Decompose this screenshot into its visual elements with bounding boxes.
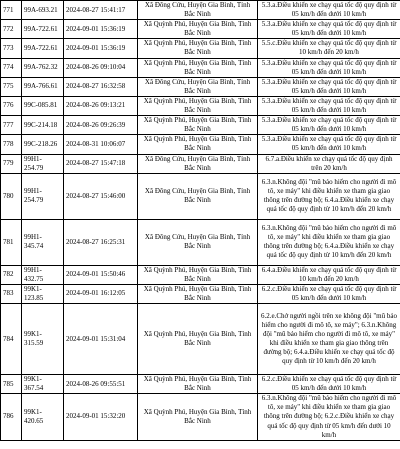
violation-description: 5.3.a.Điều khiển xe chạy quá tốc độ quy định từ 05 km/h đến dưới 10 km/h <box>258 20 400 39</box>
table-row <box>1 219 400 265</box>
row-number: 783 <box>1 284 22 303</box>
table-row <box>1 284 400 303</box>
violation-time: 2024-08-26 09:26:39 <box>64 116 138 135</box>
license-plate: 99K1-315.59 <box>22 304 64 375</box>
violation-location: Xã Đông Cứu, Huyện Gia Bình, Tỉnh Bắc Ninh <box>138 154 258 173</box>
license-plate: 99A-693.21 <box>22 1 64 20</box>
row-number: 772 <box>1 20 22 39</box>
violation-location: Xã Quỳnh Phú, Huyện Gia Bình, Tỉnh Bắc Ninh <box>138 394 258 440</box>
table-row <box>1 173 400 219</box>
violation-time: 2024-09-01 15:32:20 <box>64 394 138 440</box>
violation-description: 5.3.a.Điều khiển xe chạy quá tốc độ quy định từ 05 km/h đến dưới 10 km/h <box>258 135 400 154</box>
violation-location: Xã Quỳnh Phú, Huyện Gia Bình, Tỉnh Bắc Ninh <box>138 135 258 154</box>
license-plate: 99C-218.26 <box>22 135 64 154</box>
violation-time: 2024-08-26 09:13:21 <box>64 96 138 115</box>
violation-description: 6.3.n.Không đội "mũ bảo hiểm cho người đi mô tô, xe máy" khi điều khiển xe tham gia giao thông trên đường bộ; 6.4.a.Điều khiển xe chạy quá tốc độ quy định từ 10 km/h đến 20 km/h <box>258 173 400 219</box>
violation-description: 6.7.a.Điều khiển xe chạy quá tốc độ quy định trên 20 km/h <box>258 154 400 173</box>
violation-location: Xã Đông Cứu, Huyện Gia Bình, Tỉnh Bắc Ninh <box>138 77 258 96</box>
violation-description: 5.3.a.Điều khiển xe chạy quá tốc độ quy định từ 05 km/h đến dưới 10 km/h <box>258 116 400 135</box>
violation-location: Xã Quỳnh Phú, Huyện Gia Bình, Tỉnh Bắc Ninh <box>138 58 258 77</box>
violation-location: Xã Quỳnh Phú, Huyện Gia Bình, Tỉnh Bắc Ninh <box>138 96 258 115</box>
license-plate: 99K1-367.54 <box>22 375 64 394</box>
row-number: 773 <box>1 39 22 58</box>
violation-time: 2024-08-27 15:41:17 <box>64 1 138 20</box>
violation-time: 2024-09-01 15:31:04 <box>64 304 138 375</box>
row-number: 775 <box>1 77 22 96</box>
license-plate: 99H1-345.74 <box>22 219 64 265</box>
license-plate: 99C-085.81 <box>22 96 64 115</box>
violation-description: 6.2.e.Chở người ngồi trên xe không đội "mũ bảo hiểm cho người đi mô tô, xe máy"; 6.3.n.Không đội "mũ bảo hiểm cho người đi mô tô, xe máy" khi điều khiển xe tham gia giao thông trên đường bộ; 6.4.a.Điều khiển xe chạy quá tốc độ quy định từ 10 km/h đến 20 km/h <box>258 304 400 375</box>
table-row <box>1 304 400 375</box>
violation-location: Xã Đông Cứu, Huyện Gia Bình, Tỉnh Bắc Ninh <box>138 219 258 265</box>
violation-time: 2024-09-01 16:12:05 <box>64 284 138 303</box>
violation-time: 2024-08-26 09:10:04 <box>64 58 138 77</box>
violation-location: Xã Quỳnh Phú, Huyện Gia Bình, Tỉnh Bắc Ninh <box>138 265 258 284</box>
license-plate: 99K1-420.65 <box>22 394 64 440</box>
violation-location: Xã Đông Cứu, Huyện Gia Bình, Tỉnh Bắc Ninh <box>138 1 258 20</box>
table-row <box>1 58 400 77</box>
license-plate: 99H1-432.75 <box>22 265 64 284</box>
table-row <box>1 1 400 20</box>
table-row <box>1 154 400 173</box>
violation-time: 2024-08-27 15:47:18 <box>64 154 138 173</box>
table-row <box>1 116 400 135</box>
violation-location: Xã Quỳnh Phú, Huyện Gia Bình, Tỉnh Bắc Ninh <box>138 304 258 375</box>
table-row <box>1 20 400 39</box>
table-row <box>1 394 400 440</box>
violation-time: 2024-08-27 16:32:58 <box>64 77 138 96</box>
row-number: 784 <box>1 304 22 375</box>
row-number: 786 <box>1 394 22 440</box>
violation-time: 2024-09-01 15:50:46 <box>64 265 138 284</box>
violation-location: Xã Quỳnh Phú, Huyện Gia Bình, Tỉnh Bắc Ninh <box>138 20 258 39</box>
violation-description: 6.3.n.Không đội "mũ bảo hiểm cho người đi mô tô, xe máy" khi điều khiển xe tham gia giao thông trên đường bộ; 6.2.c.Điều khiển xe chạy quá tốc độ quy định từ 05 km/h đến dưới 10 km/h <box>258 394 400 440</box>
violation-location: Xã Quỳnh Phú, Huyện Gia Bình, Tỉnh Bắc Ninh <box>138 375 258 394</box>
row-number: 781 <box>1 219 22 265</box>
table-row <box>1 135 400 154</box>
violation-location: Xã Quỳnh Phú, Huyện Gia Bình, Tỉnh Bắc Ninh <box>138 116 258 135</box>
violation-description: 6.2.c.Điều khiển xe chạy quá tốc độ quy định từ 05 km/h đến dưới 10 km/h <box>258 284 400 303</box>
license-plate: 99A-722.61 <box>22 39 64 58</box>
violation-location: Xã Đông Cứu, Huyện Gia Bình, Tỉnh Bắc Ninh <box>138 173 258 219</box>
license-plate: 99C-214.18 <box>22 116 64 135</box>
row-number: 778 <box>1 135 22 154</box>
violation-description: 5.5.c.Điều khiển xe chạy quá tốc độ quy định từ 10 km/h đến 20 km/h <box>258 39 400 58</box>
license-plate: 99A-766.61 <box>22 77 64 96</box>
license-plate: 99H1-254.79 <box>22 154 64 173</box>
row-number: 771 <box>1 1 22 20</box>
row-number: 776 <box>1 96 22 115</box>
violation-time: 2024-08-26 09:55:51 <box>64 375 138 394</box>
table-row <box>1 265 400 284</box>
license-plate: 99A-722.61 <box>22 20 64 39</box>
violation-description: 6.4.a.Điều khiển xe chạy quá tốc độ quy định từ 10 km/h đến 20 km/h <box>258 265 400 284</box>
row-number: 777 <box>1 116 22 135</box>
table-row <box>1 77 400 96</box>
violation-description: 5.3.a.Điều khiển xe chạy quá tốc độ quy định từ 05 km/h đến dưới 10 km/h <box>258 96 400 115</box>
violation-description: 6.2.c.Điều khiển xe chạy quá tốc độ quy định từ 05 km/h đến dưới 10 km/h <box>258 375 400 394</box>
violation-description: 5.3.a.Điều khiển xe chạy quá tốc độ quy định từ 05 km/h đến dưới 10 km/h <box>258 1 400 20</box>
violation-time: 2024-09-01 15:36:19 <box>64 39 138 58</box>
violation-location: Xã Quỳnh Phú, Huyện Gia Bình, Tỉnh Bắc Ninh <box>138 39 258 58</box>
license-plate: 99K1-123.85 <box>22 284 64 303</box>
row-number: 782 <box>1 265 22 284</box>
violation-time: 2024-09-01 15:36:19 <box>64 20 138 39</box>
table-row <box>1 375 400 394</box>
violation-time: 2024-08-27 16:25:31 <box>64 219 138 265</box>
violation-time: 2024-08-31 10:06:07 <box>64 135 138 154</box>
violation-description: 5.3.a.Điều khiển xe chạy quá tốc độ quy định từ 05 km/h đến dưới 10 km/h <box>258 77 400 96</box>
table-row <box>1 39 400 58</box>
table-row <box>1 96 400 115</box>
row-number: 785 <box>1 375 22 394</box>
row-number: 780 <box>1 173 22 219</box>
license-plate: 99H1-254.79 <box>22 173 64 219</box>
violation-location: Xã Quỳnh Phú, Huyện Gia Bình, Tỉnh Bắc Ninh <box>138 284 258 303</box>
row-number: 774 <box>1 58 22 77</box>
violation-description: 6.3.n.Không đội "mũ bảo hiểm cho người đi mô tô, xe máy" khi điều khiển xe tham gia giao thông trên đường bộ; 6.4.a.Điều khiển xe chạy quá tốc độ quy định từ 10 km/h đến 20 km/h <box>258 219 400 265</box>
row-number: 779 <box>1 154 22 173</box>
violation-time: 2024-08-27 15:46:00 <box>64 173 138 219</box>
violation-description: 5.3.a.Điều khiển xe chạy quá tốc độ quy định từ 05 km/h đến dưới 10 km/h <box>258 58 400 77</box>
license-plate: 99A-762.32 <box>22 58 64 77</box>
